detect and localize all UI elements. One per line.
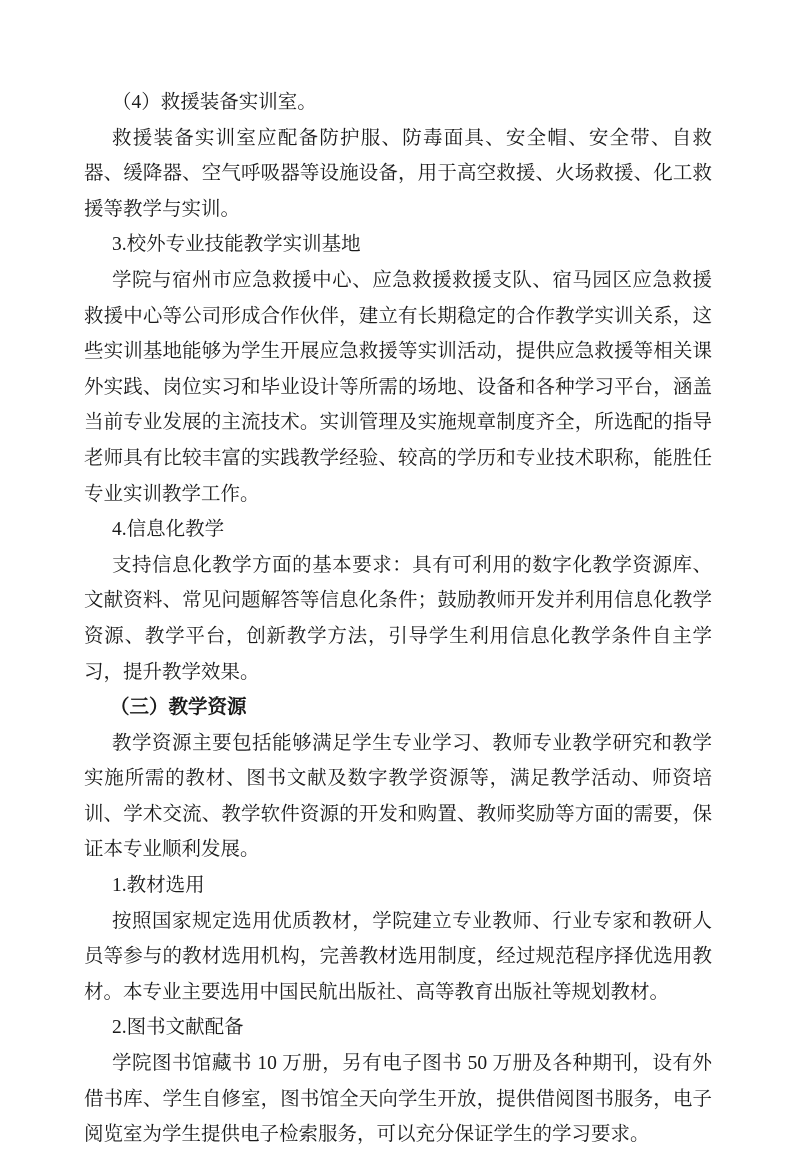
subheading-rescue-equipment-room: （4）救援装备实训室。 <box>112 92 317 113</box>
heading-library-resources: 2.图书文献配备 <box>112 1017 244 1039</box>
heading-information-teaching: 4.信息化教学 <box>112 519 225 541</box>
paragraph-offcampus-training: 学院与宿州市应急救援中心、应急救援救援支队、宿马园区应急救援救援中心等公司形成合作伙伴，建立有长期稳定的合作教学实训关系，这些实训基地能够为学生开展应急救援等实训活动，提供应急救援等相关课外实践、岗位实习和毕业设计等所需的场地、设备和各种学习平台，涵盖当前专业发展的主流技术。实训管理及实施规章制度齐全，所选配的指导老师具有比较丰富的实践教学经验、较高的学历和专业技术职称，能胜任专业实训教学工作。 <box>84 269 712 505</box>
document-page <box>84 85 712 1153</box>
paragraph-rescue-equipment: 救援装备实训室应配备防护服、防毒面具、安全帽、安全带、自救器、缓降器、空气呼吸器等设施设备，用于高空救援、火场救援、化工救援等教学与实训。 <box>84 127 712 220</box>
paragraph-textbook-selection: 按照国家规定选用优质教材，学院建立专业教师、行业专家和教研人员等参与的教材选用机构，完善教材选用制度，经过规范程序择优选用教材。本专业主要选用中国民航出版社、高等教育出版社等规划教材。 <box>84 910 712 1003</box>
heading-textbook-selection: 1.教材选用 <box>112 875 205 897</box>
section-heading-teaching-resources: （三）教学资源 <box>110 697 247 719</box>
paragraph-library-resources: 学院图书馆藏书 10 万册，另有电子图书 50 万册及各种期刊，设有外借书库、学生自修室，图书馆全天向学生开放，提供借阅图书服务，电子阅览室为学生提供电子检索服务，可以充分保证学生的学习要求。 <box>84 1053 712 1146</box>
heading-offcampus-training-base: 3.校外专业技能教学实训基地 <box>112 234 361 256</box>
paragraph-information-teaching: 支持信息化教学方面的基本要求：具有可利用的数字化教学资源库、文献资料、常见问题解答等信息化条件；鼓励教师开发并利用信息化教学资源、教学平台，创新教学方法，引导学生利用信息化教学条件自主学习，提升教学效果。 <box>84 554 712 683</box>
paragraph-teaching-resources: 教学资源主要包括能够满足学生专业学习、教师专业教学研究和教学实施所需的教材、图书文献及数字教学资源等，满足教学活动、师资培训、学术交流、教学软件资源的开发和购置、教师奖励等方面的需要，保证本专业顺利发展。 <box>84 732 712 861</box>
